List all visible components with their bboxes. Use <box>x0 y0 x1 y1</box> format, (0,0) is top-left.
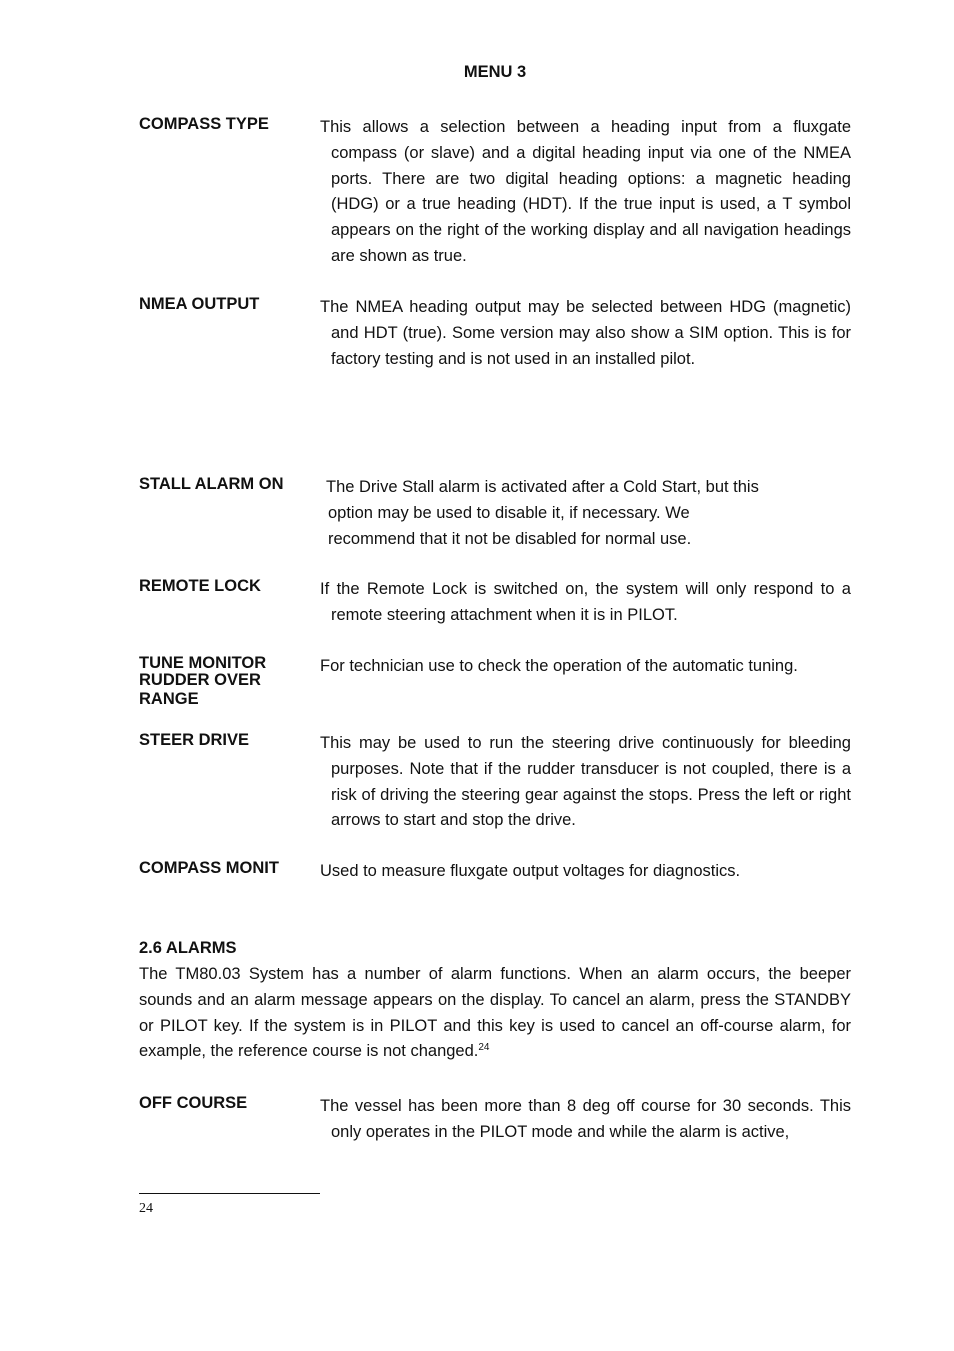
entry-description: This may be used to run the steering drive continuously for bleeding purposes. Note that if the rudder transducer is not coupled, there is a risk of driving the steering gear against the stops. Press the left or right arrows to start and stop the drive. <box>320 734 851 830</box>
entry-term: COMPASS MONIT <box>139 859 279 877</box>
entry-term: OFF COURSE <box>139 1094 248 1112</box>
entry-term: COMPASS TYPE <box>139 115 269 133</box>
entry-description: Used to measure fluxgate output voltages for diagnostics. <box>320 862 741 880</box>
entry-term: NMEA OUTPUT <box>139 295 260 313</box>
description-line: recommend that it not be disabled for normal use. <box>328 529 692 548</box>
entry-description: For technician use to check the operation of the automatic tuning. <box>320 657 798 675</box>
page-title: MENU 3 <box>463 63 527 81</box>
description-line: The Drive Stall alarm is activated after a Cold Start, but this <box>326 478 759 496</box>
entry-term <box>139 655 266 708</box>
entry-description <box>320 475 851 552</box>
section-heading: 2.6 ALARMS <box>139 939 237 957</box>
section-paragraph <box>139 962 851 1065</box>
entry-description: The vessel has been more than 8 deg off course for 30 seconds. This only operates in the PILOT mode and while the alarm is active, <box>320 1097 851 1141</box>
footnote-separator <box>139 1193 320 1194</box>
description-line: option may be used to disable it, if necessary. We <box>328 503 690 522</box>
entry-description: The NMEA heading output may be selected between HDG (magnetic) and HDT (true). Some version may also show a SIM option. This is for factory testing and is not used in an installed pilot. <box>320 298 851 368</box>
term-line: TUNE MONITOR <box>139 654 267 672</box>
paragraph-text: The TM80.03 System has a number of alarm functions. When an alarm occurs, the beeper sounds and an alarm message appears on the display. To cancel an alarm, press the STANDBY or PILOT key. If the system is in PILOT and this key is used to cancel an off-course alarm, for example, the reference course is not changed. <box>139 965 851 1061</box>
entry-term: STALL ALARM ON <box>139 475 284 493</box>
entry-description: This allows a selection between a heading input from a fluxgate compass (or slave) and a digital heading input via one of the NMEA ports. There are two digital heading options: a magnetic heading (HDG) or a true heading (HDT). If the true input is used, a T symbol appears on the right of the working display and all navigation headings are shown as true. <box>320 118 851 265</box>
term-line: RUDDER OVER <box>139 671 261 689</box>
entry-term: REMOTE LOCK <box>139 577 261 595</box>
term-line: RANGE <box>139 690 199 708</box>
entry-description: If the Remote Lock is switched on, the system will only respond to a remote steering attachment when it is in PILOT. <box>320 580 851 624</box>
entry-term: STEER DRIVE <box>139 731 250 749</box>
footnote-number: 24 <box>139 1201 153 1216</box>
footnote-reference[interactable]: 24 <box>478 1042 490 1054</box>
